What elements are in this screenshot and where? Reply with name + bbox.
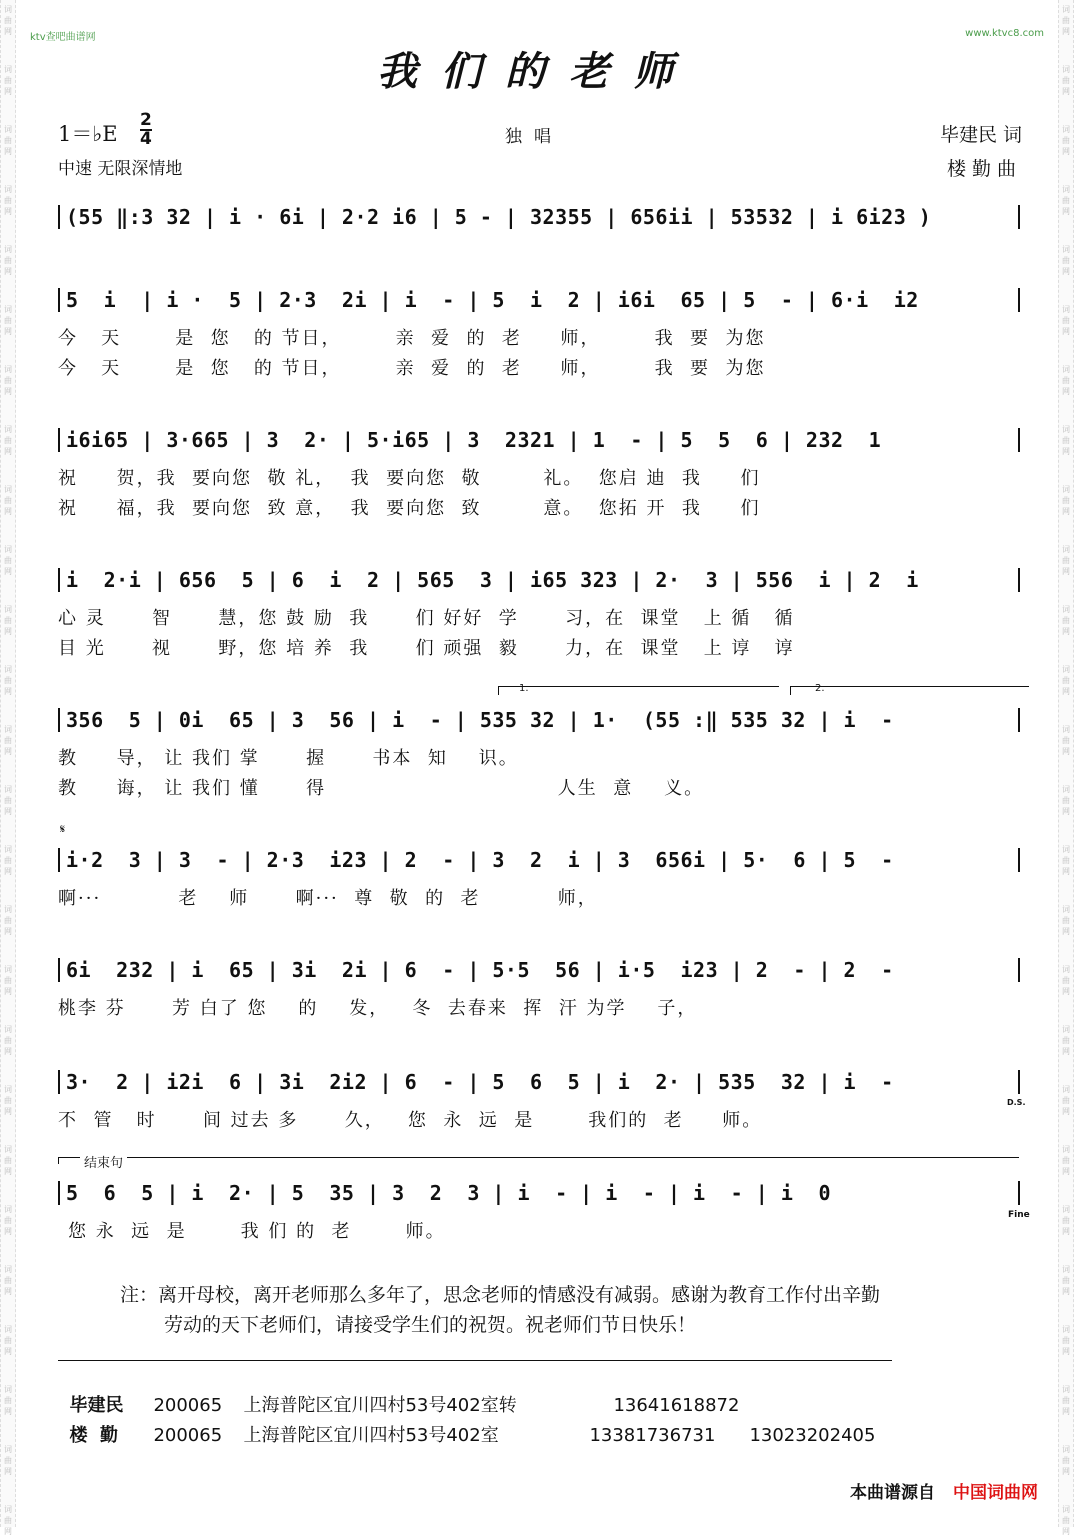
edge-watermark-text: 词 曲 网 [4,305,12,336]
time-signature [140,112,152,148]
key-signature: 1＝♭E [58,122,118,146]
song-title: 我们的老师 [377,48,697,95]
edge-watermark-text: 词 曲 网 [1062,1385,1070,1416]
system-3-lyrics-2: 目 光 视 野，您 培 养 我 们 顽强 毅 力，在 课堂 上 谆 谆 [58,638,795,659]
source-credit [850,1478,1038,1503]
contact-name: 楼 勤 [69,1425,118,1446]
edge-watermark-text: 词 曲 网 [4,365,12,396]
watermark-left: ktv查吧曲谱网 [30,32,96,43]
right-edge-watermark [1058,0,1074,1536]
system-5-lyrics-1: 啊··· 老 师 啊··· 尊 敬 的 老 师， [58,888,598,909]
edge-watermark-text: 词 曲 网 [1062,545,1070,576]
system-1-lyrics-1: 今 天 是 您 的 节日， 亲 爱 的 老 师， 我 要 为您 [58,328,766,349]
time-bottom: 4 [140,129,152,149]
edge-watermark-text: 词 曲 网 [4,245,12,276]
ending-music: 5 6 5 | i 2· | 5 35 | 3 2 3 | i - | i - | i - | i 0 [58,1181,1020,1205]
time-top: 2 [140,110,152,130]
source-label: 本曲谱源自 [850,1483,935,1503]
system-1-lyrics-2: 今 天 是 您 的 节日， 亲 爱 的 老 师， 我 要 为您 [58,358,766,379]
ending-bracket [58,1157,1019,1164]
edge-watermark-text: 词 曲 网 [4,65,12,96]
fine-marking: Fine [1008,1210,1030,1220]
edge-watermark-text: 词 曲 网 [1062,365,1070,396]
volta-1-label: 1. [519,683,529,694]
edge-watermark-text: 词 曲 网 [1062,845,1070,876]
system-6-music: 6i 232 | i 65 | 3i 2i | 6 - | 5·5 56 | i·5 i23 | 2 - | 2 - [58,958,1020,982]
edge-watermark-text: 词 曲 网 [4,125,12,156]
edge-watermark-text: 词 曲 网 [1062,1205,1070,1236]
note-line-1: 注：离开母校，离开老师那么多年了，思念老师的情感没有减弱。感谢为教育工作付出辛勤 [120,1284,881,1306]
system-7-music: 3· 2 | i2i 6 | 3i 2i2 | 6 - | 5 6 5 | i 2· | 535 32 | i - [58,1070,1020,1094]
edge-watermark-text: 词 曲 网 [4,785,12,816]
contact-phone: 13381736731 [589,1425,716,1446]
intro-music: (55 ‖:3 32 | i · 6i | 2·2 i6 | 5 - | 32355 | 656ii | 53532 | i 6i23 ) [58,205,1020,229]
system-2-lyrics-1: 祝 贺，我 要向您 敬 礼， 我 要向您 敬 礼。 您启 迪 我 们 [58,468,761,489]
contact-row [58,1400,909,1447]
edge-watermark-text: 词 曲 网 [1062,965,1070,996]
system-3-lyrics-1: 心 灵 智 慧，您 鼓 励 我 们 好好 学 习，在 课堂 上 循 循 [58,608,795,629]
system-6-lyrics-1: 桃李 芬 芳 白了 您 的 发， 冬 去春来 挥 汗 为学 子， [58,998,698,1019]
edge-watermark-text: 词 曲 网 [4,1325,12,1356]
system-4-lyrics-2: 教 诲， 让 我们 懂 得 人生 意 义。 [58,778,705,799]
system-2-lyrics-2: 祝 福，我 要向您 致 意， 我 要向您 致 意。 您拓 开 我 们 [58,498,761,519]
edge-watermark-text: 词 曲 网 [4,185,12,216]
edge-watermark-text: 词 曲 网 [1062,485,1070,516]
edge-watermark-text: 词 曲 网 [4,905,12,936]
edge-watermark-text: 词 曲 网 [4,1385,12,1416]
edge-watermark-text: 词 曲 网 [1062,65,1070,96]
edge-watermark-text: 词 曲 网 [4,545,12,576]
edge-watermark-text: 词 曲 网 [1062,425,1070,456]
edge-watermark-text: 词 曲 网 [1062,1145,1070,1176]
volta-2-bracket [790,683,1029,695]
edge-watermark-text: 词 曲 网 [1062,5,1070,36]
system-1-music: 5 i | i · 5 | 2·3 2i | i - | 5 i 2 | i6i 65 | 5 - | 6·i i2 [58,288,1020,312]
edge-watermark-text: 词 曲 网 [4,1025,12,1056]
edge-watermark-text: 词 曲 网 [1062,725,1070,756]
edge-watermark-text: 词 曲 网 [4,605,12,636]
edge-watermark-text: 词 曲 网 [4,5,12,36]
note-line-2: 劳动的天下老师们，请接受学生们的祝贺。祝老师们节日快乐！ [164,1314,697,1336]
edge-watermark-text: 词 曲 网 [1062,1265,1070,1296]
edge-watermark-text: 词 曲 网 [4,965,12,996]
edge-watermark-text: 词 曲 网 [1062,1445,1070,1476]
system-4-lyrics-1: 教 导， 让 我们 掌 握 书本 知 识。 [58,748,519,769]
edge-watermark-text: 词 曲 网 [4,1265,12,1296]
edge-watermark-text: 词 曲 网 [1062,785,1070,816]
lyricist: 毕建民 词 [939,124,1022,146]
edge-watermark-text: 词 曲 网 [4,425,12,456]
volta-2-label: 2. [815,683,825,694]
edge-watermark-text: 词 曲 网 [4,1445,12,1476]
edge-watermark-text: 词 曲 网 [4,725,12,756]
volta-1-bracket [498,683,779,695]
system-5-music: i·2 3 | 3 - | 2·3 i23 | 2 - | 3 2 i | 3 656i | 5· 6 | 5 - [58,848,1020,872]
segno-sign: 𝄋 [60,822,66,836]
edge-watermark-text: 词 曲 网 [4,1205,12,1236]
ds-marking: D.S. [1007,1098,1026,1107]
ending-lyrics: 您 永 远 是 我 们 的 老 师。 [68,1221,446,1242]
contact-zip: 200065 [153,1425,223,1446]
note-paragraph [120,1280,1000,1340]
contact-phone: 13023202405 [749,1425,876,1446]
contact-address: 上海普陀区宜川四村53号402室转 [243,1395,517,1416]
watermark-right: www.ktvc8.com [965,28,1044,39]
performance-type: 独唱 [505,127,563,147]
edge-watermark-text: 词 曲 网 [4,1145,12,1176]
edge-watermark-text: 词 曲 网 [4,1505,12,1536]
edge-watermark-text: 词 曲 网 [1062,605,1070,636]
contact-zip: 200065 [153,1395,223,1416]
composer: 楼勤曲 [946,158,1022,180]
system-3-music: i 2·i | 656 5 | 6 i 2 | 565 3 | i65 323 | 2· 3 | 556 i | 2 i [58,568,1020,592]
contact-phone: 13641618872 [613,1395,740,1416]
edge-watermark-text: 词 曲 网 [4,1085,12,1116]
edge-watermark-text: 词 曲 网 [4,485,12,516]
edge-watermark-text: 词 曲 网 [1062,305,1070,336]
source-site-link[interactable]: 中国词曲网 [953,1483,1038,1503]
edge-watermark-text: 词 曲 网 [1062,1085,1070,1116]
contact-address: 上海普陀区宜川四村53号402室 [243,1425,499,1446]
tempo-marking: 中速 无限深情地 [58,159,183,179]
left-edge-watermark [0,0,16,1536]
system-4-music: 356 5 | 0i 65 | 3 56 | i - | 535 32 | 1· (55 :‖ 535 32 | i - [58,708,1020,732]
edge-watermark-text: 词 曲 网 [1062,185,1070,216]
contact-name: 毕建民 [69,1395,124,1416]
edge-watermark-text: 词 曲 网 [1062,125,1070,156]
edge-watermark-text: 词 曲 网 [1062,1025,1070,1056]
edge-watermark-text: 词 曲 网 [4,665,12,696]
ending-label: 结束句 [80,1152,127,1171]
edge-watermark-text: 词 曲 网 [1062,1505,1070,1536]
system-7-lyrics-1: 不 管 时 间 过去 多 久， 您 永 远 是 我们的 老 师。 [58,1110,763,1131]
edge-watermark-text: 词 曲 网 [1062,245,1070,276]
contact-divider [58,1360,892,1361]
edge-watermark-text: 词 曲 网 [1062,665,1070,696]
edge-watermark-text: 词 曲 网 [1062,1325,1070,1356]
system-2-music: i6i65 | 3·665 | 3 2· | 5·i65 | 3 2321 | 1 - | 5 5 6 | 232 1 [58,428,1020,452]
edge-watermark-text: 词 曲 网 [1062,905,1070,936]
edge-watermark-text: 词 曲 网 [4,845,12,876]
